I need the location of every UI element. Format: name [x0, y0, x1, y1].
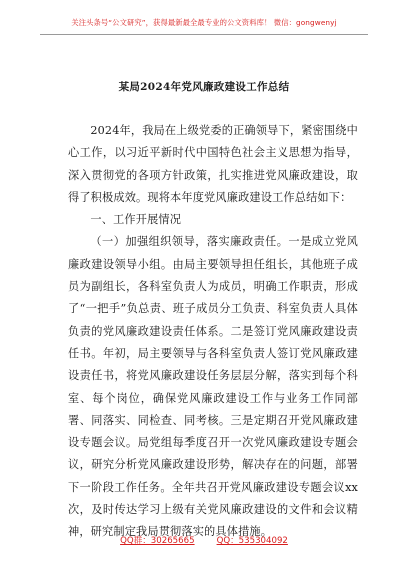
footer-contact — [0, 534, 408, 546]
header-divider — [40, 34, 368, 35]
intro-paragraph: 2024年，我局在上级党委的正确领导下，紧密围绕中心工作，以习近平新时代中国特色社会主义思想为指导，深入贯彻党的各项方针政策，扎实推进党风廉政建设，取得了积极成效。现将本年度党风廉政建设工作总结如下： — [68, 124, 358, 204]
section-paragraph: （一）加强组织领导，落实廉政责任。一是成立党风廉政建设领导小组。由局主要领导担任组长，其他班子成员为副组长，各科室负责人为成员，明确工作职责，形成了“一把手”负总责、班子成员分工负责、科室负责人具体负责的党风廉政建设责任体系。二是签订党风廉政建设责任书。年初，局主要领导与各科室负责人签订党风廉政建设责任书，将党风廉政建设任务层层分解，落实到每个科室、每个岗位，确保党风廉政建设工作与业务工作同部署、同落实、同检查、同考核。三是定期召开党风廉政建设专题会议。局党组每季度召开一次党风廉政建设专题会议，研究分析党风廉政建设形势，解决存在的问题，部署下一阶段工作任务。全年共召开党风廉政建设专题会议xx次，及时传达学习上级有关党风廉政建设的文件和会议精神，研究制定我局贯彻落实的具体措施。 — [68, 235, 358, 539]
header-banner: 关注头条号“公文研究”，获得最新最全最专业的公文资料库！ 微信：gongwenyj — [71, 18, 337, 27]
qq-contact-link[interactable]: QQ：535304092 — [216, 536, 288, 546]
document-title: 某局2024年党风廉政建设工作总结 — [118, 81, 290, 93]
qq-group-link[interactable]: QQ群：30265665 — [120, 536, 195, 546]
document-body — [68, 120, 358, 544]
section-heading: 一、工作开展情况 — [90, 213, 182, 227]
